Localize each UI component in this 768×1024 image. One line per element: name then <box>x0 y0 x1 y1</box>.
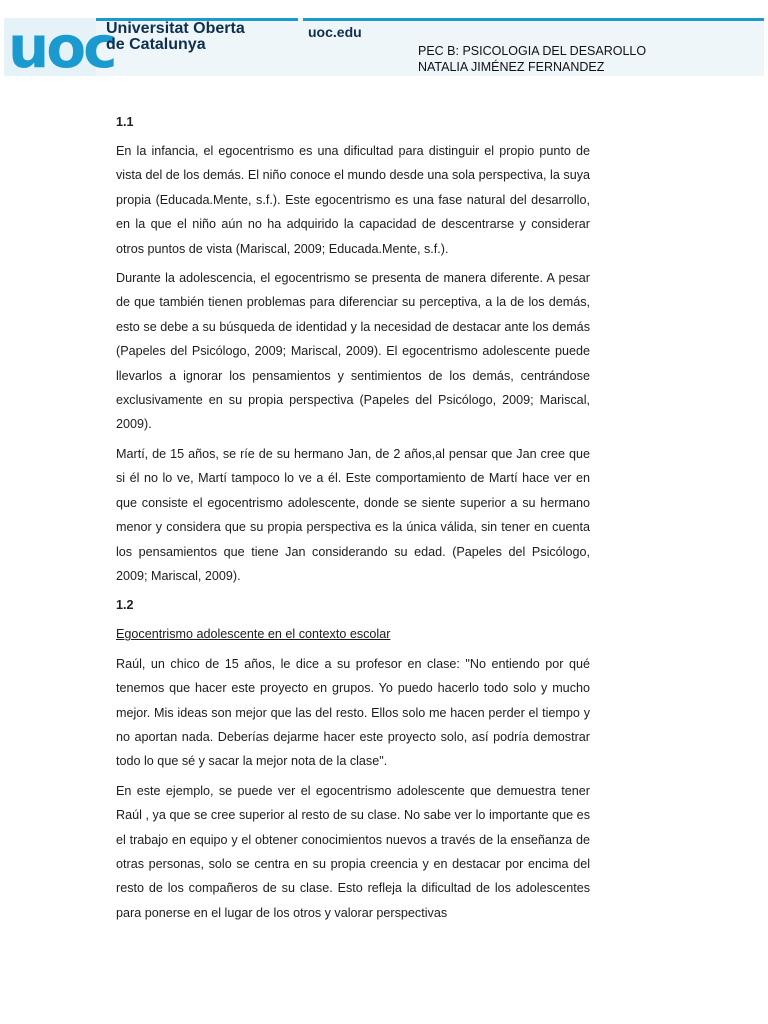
section-heading-1-2: 1.2 <box>116 598 134 613</box>
author-name: NATALIA JIMÉNEZ FERNANDEZ <box>418 60 605 74</box>
section-heading-1-1: 1.1 <box>116 115 134 129</box>
paragraph: En la infancia, el egocentrismo es una dificultad para distinguir el propio punto de vista del de los demás. El niño conoce el mundo desde una sola perspectiva, la suya propia (Educada.Mente, s.f.). Este egocentrismo es una fase natural del desarrollo, en la que el niño aún no ha adquirido la capacidad de descentrarse y considerar otros puntos de vista (Mariscal, 2009; Educada.Mente, s.f.). <box>116 144 590 256</box>
uoc-logo <box>4 13 115 81</box>
university-name <box>106 21 245 53</box>
header-rule-right <box>303 18 764 21</box>
course-title: PEC B: PSICOLOGIA DEL DESAROLLO <box>418 44 647 58</box>
document-info <box>418 43 646 75</box>
paragraph: Raúl, un chico de 15 años, le dice a su profesor en clase: "No entiendo por qué tenemos que hacer este proyecto en grupos. Yo puedo hacerlo todo solo y mucho mejor. Mis ideas son mejor que las del resto. Ellos solo me hacen perder el tiempo y no aportan nada. Deberías dejarme hacer este proyecto solo, así podría demostrar todo lo que sé y sacar la mejor nota de la clase". <box>116 656 590 769</box>
paragraph: Durante la adolescencia, el egocentrismo se presenta de manera diferente. A pesar de que también tienen problemas para diferenciar su perceptiva, a la de los demás, esto se debe a su búsqueda de identidad y la necesidad de destacar ante los demás (Papeles del Psicólogo, 2009; Mariscal, 2009). El egocentrismo adolescente puede llevarlos a ignorar los pensamientos y sentimientos de los demás, centrándose exclusivamente en su propia perspectiva (Papeles del Psicólogo, 2009; Mariscal, 2009). <box>116 271 590 432</box>
page-header <box>0 0 768 90</box>
paragraph: En este ejemplo, se puede ver el egocentrismo adolescente que demuestra tener Raúl , ya que se cree superior al resto de su clase. No sabe ver lo importante que es el trabajo en equipo y el obtener conocimientos nuevos a través de la enseñanza de otras personas, solo se centra en su propia creencia y en destacar por encima del resto de los compañeros de su clase. Esto refleja la dificultad de los adolescentes para ponerse en el lugar de los otros y valorar perspectivas <box>116 783 590 920</box>
university-name-line2: de Catalunya <box>106 36 206 53</box>
document-body <box>116 110 590 930</box>
uoc-logo-text: uoc <box>8 13 115 81</box>
university-name-line1: Universitat Oberta <box>106 20 245 37</box>
paragraph: Martí, de 15 años, se ríe de su hermano Jan, de 2 años,al pensar que Jan cree que si él no lo ve, Martí tampoco lo ve a él. Este comportamiento de Martí hace ver en que consiste el egocentrismo adolescente, donde se siente superior a su hermano menor y considera que su propia perspectiva es la única válida, sin tener en cuenta los pensamientos que tiene Jan considerando su edad. (Papeles del Psicólogo, 2009; Mariscal, 2009). <box>116 446 590 583</box>
section-subheading: Egocentrismo adolescente en el contexto escolar <box>116 627 391 642</box>
website-label: uoc.edu <box>308 24 362 40</box>
